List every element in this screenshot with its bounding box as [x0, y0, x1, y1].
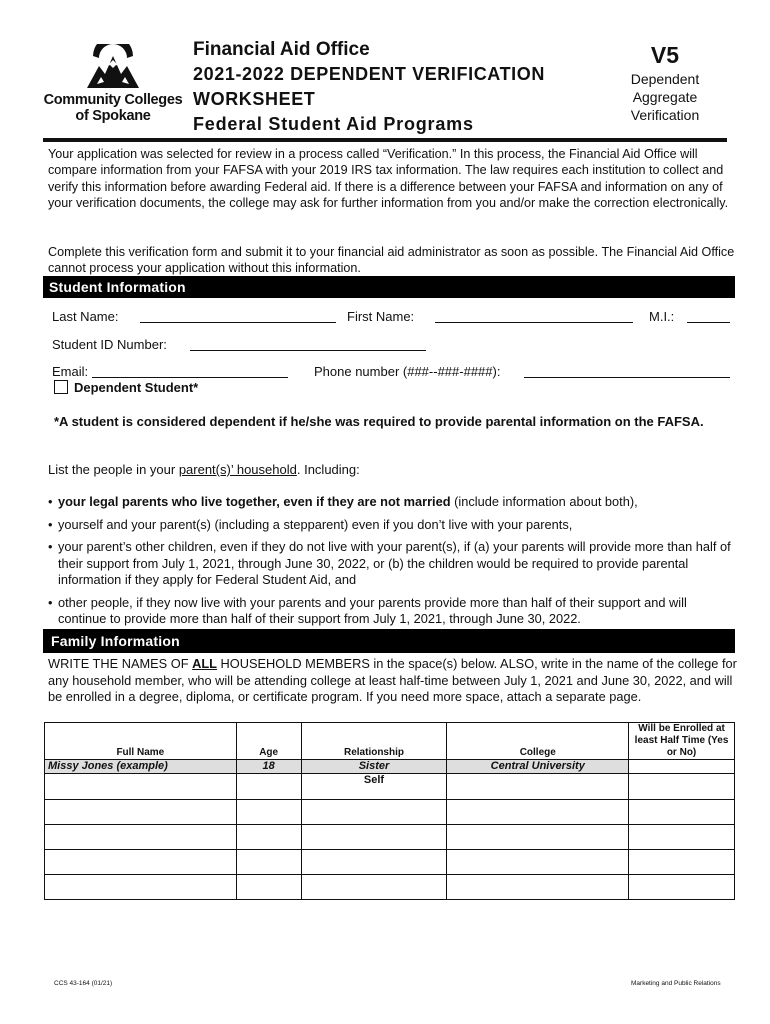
list-item: [48, 595, 738, 628]
table-row: [45, 774, 735, 800]
enrolled-cell[interactable]: [629, 825, 735, 850]
version-block: [618, 40, 712, 124]
enrolled-cell[interactable]: [629, 800, 735, 825]
intro-paragraph-1: Your application was selected for review in a process called “Verification.” In this process, the Financial Aid Office will compare information from your FAFSA with your 2019 IRS tax information. The law requires each institution to collect and verify this information before awarding Federal aid. If there is a difference between your FAFSA and information on any of your verification documents, the college may ask for further information from you and/or make the correction electronically.: [48, 147, 729, 211]
relationship-cell[interactable]: [301, 875, 447, 900]
family-instr-rest: HOUSEHOLD MEMBERS in the space(s) below. ALSO, write in the name of the college for any household member, who will be attending college at least half-time between July 1, 2021 and June 30, 2022, and will be enrolled in a degree, diploma, or certificate program. If you need more space, attach a separate page.: [48, 656, 737, 704]
bullet-4-text: other people, if they now live with your parents and your parents provide more than half of their support and will continue to provide more than half of their support from July 1, 2021, through June 30, 2022.: [58, 594, 687, 626]
form-number: CCS 43-164 (01/21): [54, 980, 113, 987]
family-instr-start: WRITE THE NAMES OF: [48, 656, 193, 671]
logo-line-2: of Spokane: [75, 108, 151, 124]
col-header-enrolled: Will be Enrolled at least Half Time (Yes or No): [629, 723, 735, 760]
self-name-cell[interactable]: [45, 774, 237, 800]
title-line-1: Financial Aid Office: [193, 39, 370, 60]
example-relationship: Sister: [301, 760, 447, 774]
form-title: [193, 38, 545, 137]
mountain-logo-icon: [85, 44, 141, 90]
email-label: Email:: [52, 364, 89, 379]
household-intro-underlined: parent(s)’ household: [178, 462, 297, 477]
household-members-table: [44, 722, 735, 900]
self-relationship: Self: [301, 774, 447, 800]
title-line-2: 2021-2022 DEPENDENT VERIFICATION: [193, 64, 545, 84]
family-info-heading: Family Information: [43, 629, 735, 653]
example-age: 18: [236, 760, 301, 774]
middle-initial-label: M.I.:: [649, 309, 675, 324]
age-cell[interactable]: [236, 850, 301, 875]
enrolled-cell[interactable]: [629, 875, 735, 900]
family-instructions: [48, 656, 738, 706]
student-id-field[interactable]: [190, 350, 426, 351]
col-header-college: College: [447, 723, 629, 760]
age-cell[interactable]: [236, 875, 301, 900]
bullet-3-text: your parent’s other children, even if they do not live with your parent(s), if (a) your parents will provide more than half of their support from July 1, 2021, through June 30, 2022, or (b) the children would be required to provide parental information if they apply for Federal Student Aid, and: [58, 539, 731, 587]
relationship-cell[interactable]: [301, 800, 447, 825]
last-name-label: Last Name:: [52, 309, 119, 324]
bullet-1-bold: your legal parents who live together, even if they are not married: [58, 494, 451, 509]
college-cell[interactable]: [447, 825, 629, 850]
student-info-heading: Student Information: [43, 276, 735, 298]
middle-initial-field[interactable]: [687, 322, 730, 323]
name-cell[interactable]: [45, 825, 237, 850]
phone-field[interactable]: [524, 377, 730, 378]
age-cell[interactable]: [236, 825, 301, 850]
intro-paragraph-2: Complete this verification form and submit it to your financial aid administrator as soon as possible. The Financial Aid Office cannot process your application without this information.: [48, 245, 735, 276]
table-row: [45, 825, 735, 850]
col-header-full-name: Full Name: [45, 723, 237, 760]
name-cell[interactable]: [45, 800, 237, 825]
name-cell[interactable]: [45, 875, 237, 900]
college-cell[interactable]: [447, 850, 629, 875]
example-enrolled: [629, 760, 735, 774]
example-college: Central University: [447, 760, 629, 774]
table-row: [45, 850, 735, 875]
title-line-4: Federal Student Aid Programs: [193, 114, 474, 134]
table-row: [45, 875, 735, 900]
table-row: [45, 800, 735, 825]
header-divider: [43, 138, 727, 142]
version-line-1: Dependent: [630, 71, 700, 87]
self-enrolled-cell[interactable]: [629, 774, 735, 800]
dependent-note-text: *A student is considered dependent if he/she was required to provide parental information on the FAFSA.: [54, 414, 704, 429]
relationship-cell[interactable]: [301, 850, 447, 875]
household-intro: [48, 462, 360, 478]
college-cell[interactable]: [447, 800, 629, 825]
version-line-3: Verification: [630, 107, 700, 123]
self-college-cell[interactable]: [447, 774, 629, 800]
version-line-2: Aggregate: [632, 89, 698, 105]
col-header-relationship: Relationship: [301, 723, 447, 760]
household-list: [48, 494, 738, 634]
enrolled-cell[interactable]: [629, 850, 735, 875]
college-logo: [42, 44, 184, 128]
relationship-cell[interactable]: [301, 825, 447, 850]
age-cell[interactable]: [236, 800, 301, 825]
first-name-label: First Name:: [347, 309, 415, 324]
logo-line-1: Community Colleges: [43, 92, 183, 108]
college-cell[interactable]: [447, 875, 629, 900]
footer-credit: Marketing and Public Relations: [631, 980, 721, 987]
example-name: Missy Jones (example): [45, 760, 237, 774]
household-intro-text: List the people in your: [48, 462, 179, 477]
bullet-2-text: yourself and your parent(s) (including a stepparent) even if you don’t live with your parents,: [58, 516, 573, 532]
student-id-label: Student ID Number:: [52, 337, 167, 352]
email-field[interactable]: [92, 377, 288, 378]
household-intro-end: . Including:: [296, 462, 360, 477]
list-item: [48, 539, 738, 589]
last-name-field[interactable]: [140, 322, 336, 323]
title-line-3: WORKSHEET: [193, 89, 316, 109]
phone-label: Phone number (###--###-####):: [314, 364, 501, 379]
example-row: [45, 760, 735, 774]
dependent-student-label: Dependent Student*: [74, 380, 199, 395]
col-header-age: Age: [236, 723, 301, 760]
dependent-note: [48, 413, 728, 430]
version-code: V5: [650, 42, 680, 68]
list-item: [48, 494, 738, 511]
family-instr-emphasis: ALL: [192, 656, 217, 671]
self-age-cell[interactable]: [236, 774, 301, 800]
bullet-1-rest: (include information about both),: [450, 494, 638, 509]
first-name-field[interactable]: [435, 322, 633, 323]
name-cell[interactable]: [45, 850, 237, 875]
dependent-student-checkbox[interactable]: [54, 380, 68, 394]
list-item: [48, 517, 738, 534]
